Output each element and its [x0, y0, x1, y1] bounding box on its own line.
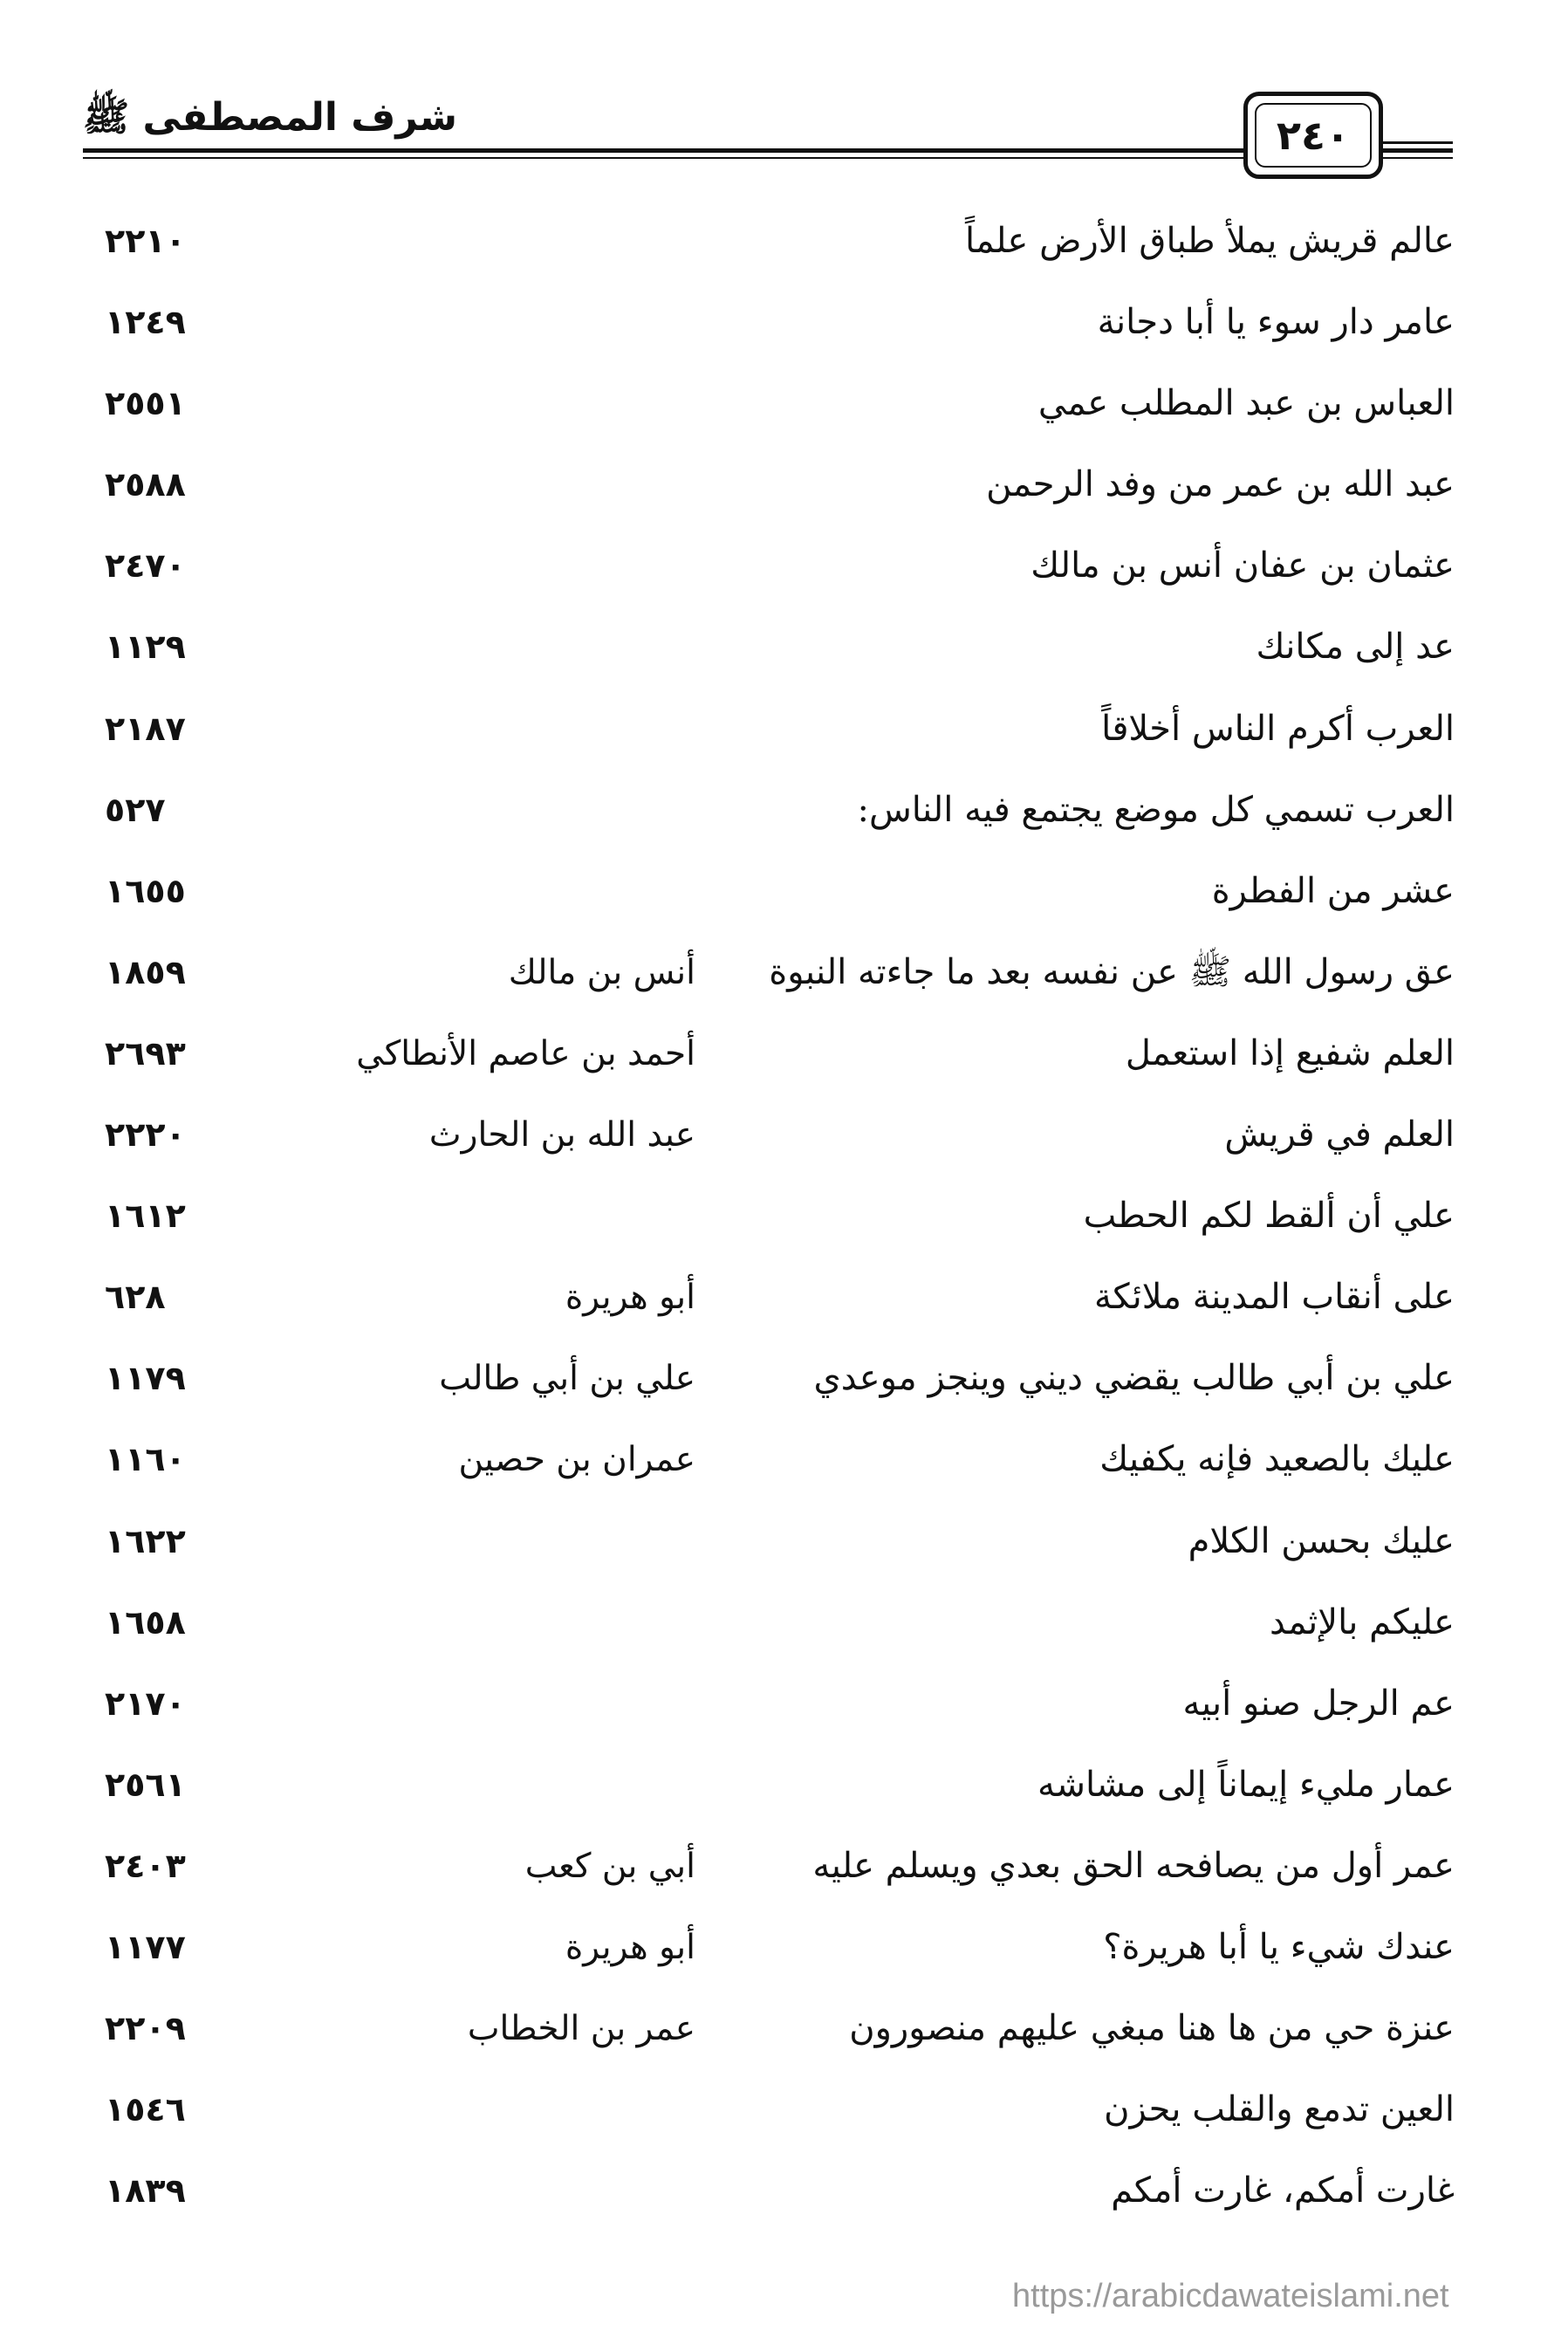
watermark-url: https://arabicdawateislami.net	[1012, 2278, 1449, 2314]
entry-text: عثمان بن عفان أنس بن مالك	[1030, 545, 1455, 586]
entry-text: العلم في قريش	[1224, 1114, 1455, 1155]
entry-text: العرب تسمي كل موضع يجتمع فيه الناس:	[857, 789, 1455, 830]
entry-number: ٢٦٩٣	[105, 1033, 186, 1073]
entry-text: علي بن أبي طالب يقضي ديني وينجز موعدي	[813, 1358, 1455, 1399]
entry-narrator: أحمد بن عاصم الأنطاكي	[356, 1033, 695, 1073]
entry-number: ٢٥٥١	[105, 384, 186, 423]
entry-narrator	[242, 2069, 695, 2150]
index-entry-row	[0, 1501, 1568, 1582]
entry-narrator	[242, 363, 695, 444]
index-entry-row	[0, 1419, 1568, 1500]
entry-number: ٦٢٨	[105, 1278, 166, 1317]
index-entry-row	[0, 201, 1568, 282]
entry-narrator	[242, 282, 695, 363]
entry-number: ١٢٤٩	[105, 303, 186, 342]
entry-narrator	[242, 607, 695, 688]
index-entry-row	[0, 282, 1568, 363]
index-entry-row	[0, 1338, 1568, 1419]
entry-number: ٢٥٦١	[105, 1765, 186, 1804]
index-entry-row	[0, 1907, 1568, 1988]
entry-narrator: عبد الله بن الحارث	[428, 1115, 695, 1155]
entry-narrator	[242, 1745, 695, 1826]
entry-text: عد إلى مكانك	[1256, 627, 1455, 668]
index-entry-row	[0, 525, 1568, 607]
entry-text: عامر دار سوء يا أبا دجانة	[1097, 302, 1455, 343]
entry-number: ١٦٢٢	[105, 1521, 186, 1560]
entry-text: عليك بحسن الكلام	[1188, 1520, 1455, 1561]
entry-number: ١٦٥٥	[105, 871, 186, 910]
entry-narrator: عمران بن حصين	[458, 1440, 695, 1480]
entry-number: ٥٢٧	[105, 790, 166, 829]
index-entry-row	[0, 1013, 1568, 1094]
entry-narrator	[242, 1582, 695, 1663]
entry-text: علي أن ألقط لكم الحطب	[1083, 1196, 1455, 1237]
header-rule-right-thin	[1383, 157, 1453, 159]
entry-number: ٢٥٨٨	[105, 465, 186, 504]
entry-text: العلم شفيع إذا استعمل	[1125, 1032, 1455, 1073]
entry-text: العين تدمع والقلب يحزن	[1104, 2089, 1455, 2130]
index-entry-row	[0, 1745, 1568, 1826]
entry-narrator: أنس بن مالك	[508, 952, 695, 992]
entry-text: عشر من الفطرة	[1211, 870, 1455, 911]
entry-text: على أنقاب المدينة ملائكة	[1094, 1277, 1455, 1318]
entry-number: ٢٢٢٠	[105, 1115, 186, 1155]
entry-narrator: علي بن أبي طالب	[439, 1359, 695, 1399]
entry-text: عمر أول من يصافحه الحق بعدي ويسلم عليه	[812, 1845, 1455, 1886]
header-rule-right-thick	[1383, 148, 1453, 153]
entry-narrator	[242, 2150, 695, 2232]
entry-number: ١٨٥٩	[105, 952, 186, 991]
index-entry-row	[0, 689, 1568, 770]
index-entry-row	[0, 851, 1568, 932]
entry-number: ١١٢٩	[105, 627, 186, 667]
index-entry-row	[0, 2069, 1568, 2150]
index-entry-row	[0, 363, 1568, 444]
index-entry-row	[0, 2150, 1568, 2232]
entry-text: عليك بالصعيد فإنه يكفيك	[1099, 1439, 1455, 1480]
entry-narrator	[242, 851, 695, 932]
entry-number: ١١٧٩	[105, 1359, 186, 1398]
entry-narrator: أبي بن كعب	[524, 1846, 695, 1886]
entry-narrator: أبو هريرة	[565, 1278, 695, 1318]
page-number: ٢٤٠	[1255, 103, 1372, 168]
entry-number: ٢١٨٧	[105, 709, 186, 748]
entry-narrator: أبو هريرة	[565, 1927, 695, 1967]
entry-narrator	[242, 770, 695, 851]
entry-number: ١١٦٠	[105, 1440, 186, 1479]
entry-text: عندك شيء يا أبا هريرة؟	[1103, 1926, 1455, 1967]
running-header-title: شرف المصطفى ﷺ	[83, 95, 458, 140]
entry-text: عبد الله بن عمر من وفد الرحمن	[986, 464, 1455, 505]
header-rule-thin	[83, 157, 1243, 159]
index-entry-row	[0, 1257, 1568, 1338]
entry-number: ٢٢٠٩	[105, 2009, 186, 2048]
entry-narrator	[242, 1663, 695, 1745]
index-entry-row	[0, 770, 1568, 851]
index-list	[0, 201, 1568, 2232]
entry-number: ٢٤٧٠	[105, 546, 186, 586]
entry-number: ١٥٤٦	[105, 2090, 186, 2129]
entry-number: ٢١٧٠	[105, 1683, 186, 1723]
entry-narrator	[242, 444, 695, 525]
entry-text: عق رسول الله ﷺ عن نفسه بعد ما جاءته النبوة	[769, 951, 1455, 992]
entry-text: عم الرجل صنو أبيه	[1182, 1683, 1455, 1724]
index-entry-row	[0, 444, 1568, 525]
entry-text: عمار مليء إيماناً إلى مشاشه	[1037, 1764, 1455, 1805]
entry-number: ١٦١٢	[105, 1196, 186, 1236]
entry-text: غارت أمكم، غارت أمكم	[1111, 2170, 1455, 2211]
entry-text: عالم قريش يملأ طباق الأرض علماً	[964, 221, 1455, 261]
index-entry-row	[0, 1988, 1568, 2069]
index-entry-row	[0, 1582, 1568, 1663]
header-rule-right	[1383, 141, 1453, 144]
entry-text: العرب أكرم الناس أخلاقاً	[1101, 708, 1455, 749]
entry-number: ١١٧٧	[105, 1927, 186, 1966]
entry-narrator	[242, 689, 695, 770]
index-entry-row	[0, 1663, 1568, 1745]
entry-text: عنزة حي من ها هنا مبغي عليهم منصورون	[849, 2008, 1455, 2049]
entry-text: عليكم بالإثمد	[1270, 1601, 1455, 1642]
index-entry-row	[0, 932, 1568, 1013]
entry-text: العباس بن عبد المطلب عمي	[1037, 383, 1455, 424]
entry-number: ١٦٥٨	[105, 1602, 186, 1642]
entry-narrator	[242, 525, 695, 607]
page-number-frame	[1243, 92, 1383, 179]
header-rule	[83, 148, 1243, 153]
entry-number: ١٨٣٩	[105, 2171, 186, 2211]
entry-narrator	[242, 201, 695, 282]
entry-number: ٢٤٠٣	[105, 1846, 186, 1885]
index-entry-row	[0, 1094, 1568, 1176]
entry-narrator	[242, 1176, 695, 1257]
index-entry-row	[0, 1826, 1568, 1907]
entry-number: ٢٢١٠	[105, 222, 186, 260]
entry-narrator	[242, 1501, 695, 1582]
entry-narrator: عمر بن الخطاب	[467, 2009, 695, 2049]
index-entry-row	[0, 607, 1568, 688]
index-entry-row	[0, 1176, 1568, 1257]
